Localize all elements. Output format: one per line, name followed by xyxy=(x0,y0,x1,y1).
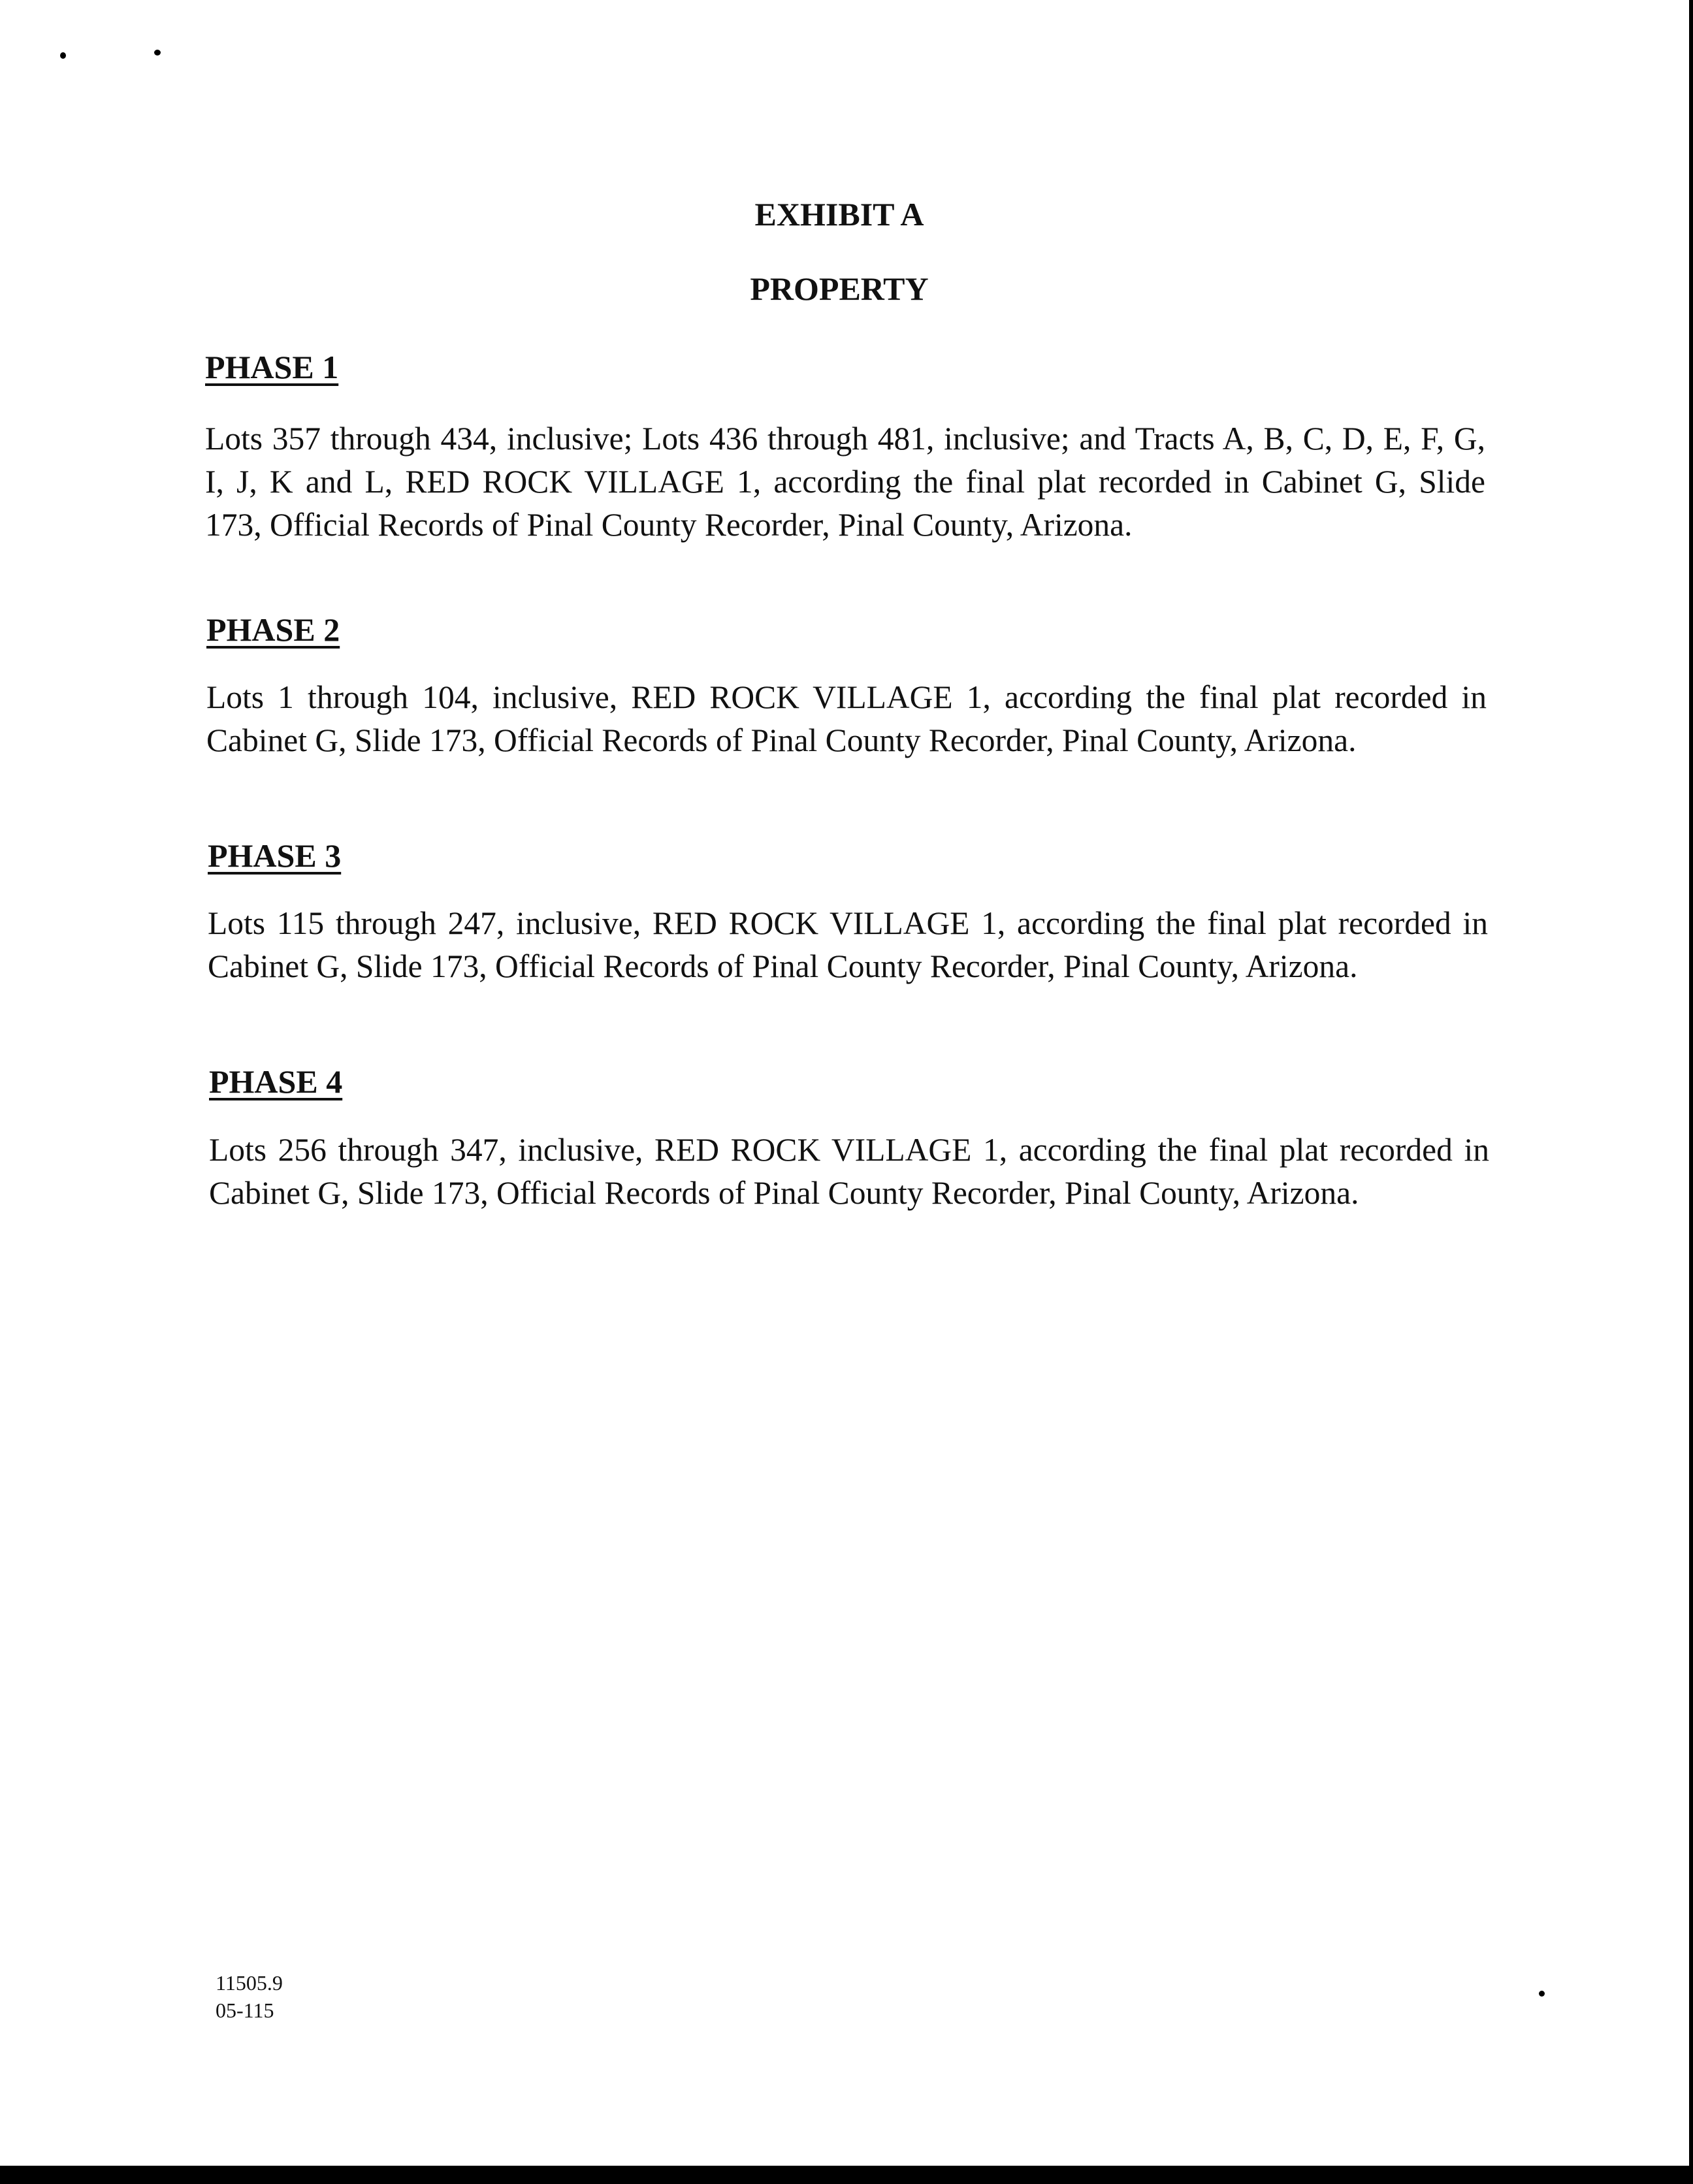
section-body-phase-2 xyxy=(206,676,1487,762)
scan-speck xyxy=(154,50,161,56)
body-line: Cabinet G, Slide 173, Official Records of Pinal County Recorder, Pinal County, Arizona. xyxy=(209,1175,1359,1211)
section-heading-phase-4: PHASE 4 xyxy=(209,1063,343,1100)
scan-speck xyxy=(1539,1991,1545,1997)
body-line: Lots 115 through 247, inclusive, RED ROCK VILLAGE 1, according the final plat recorded in xyxy=(208,905,1488,941)
scan-edge-bottom xyxy=(0,2166,1693,2184)
body-line: 173, Official Records of Pinal County Recorder, Pinal County, Arizona. xyxy=(205,507,1133,543)
scan-edge-right xyxy=(1689,0,1693,2184)
section-heading-phase-3: PHASE 3 xyxy=(208,837,342,874)
section-body-phase-3 xyxy=(208,902,1488,988)
section-body-phase-1 xyxy=(205,417,1485,547)
section-heading-phase-1: PHASE 1 xyxy=(205,349,339,385)
exhibit-subtitle: PROPERTY xyxy=(750,270,929,307)
body-line: Lots 1 through 104, inclusive, RED ROCK VILLAGE 1, according the final plat recorded in xyxy=(206,679,1487,715)
body-line: Cabinet G, Slide 173, Official Records of Pinal County Recorder, Pinal County, Arizona. xyxy=(208,948,1358,984)
body-line: Cabinet G, Slide 173, Official Records of Pinal County Recorder, Pinal County, Arizona. xyxy=(206,722,1357,758)
body-line: Lots 256 through 347, inclusive, RED ROCK VILLAGE 1, according the final plat recorded in xyxy=(209,1132,1489,1168)
section-body-phase-4 xyxy=(209,1129,1489,1215)
body-line: Lots 357 through 434, inclusive; Lots 436 through 481, inclusive; and Tracts A, B, C, D, E, F, G, xyxy=(205,421,1485,457)
footer-revision-code: 05-115 xyxy=(216,1999,274,2022)
exhibit-title: EXHIBIT A xyxy=(754,196,924,233)
footer-doc-number: 11505.9 xyxy=(216,1971,283,1995)
body-line: I, J, K and L, RED ROCK VILLAGE 1, according the final plat recorded in Cabinet G, Slide xyxy=(205,464,1485,500)
scan-speck xyxy=(60,52,66,59)
section-heading-phase-2: PHASE 2 xyxy=(206,611,340,648)
